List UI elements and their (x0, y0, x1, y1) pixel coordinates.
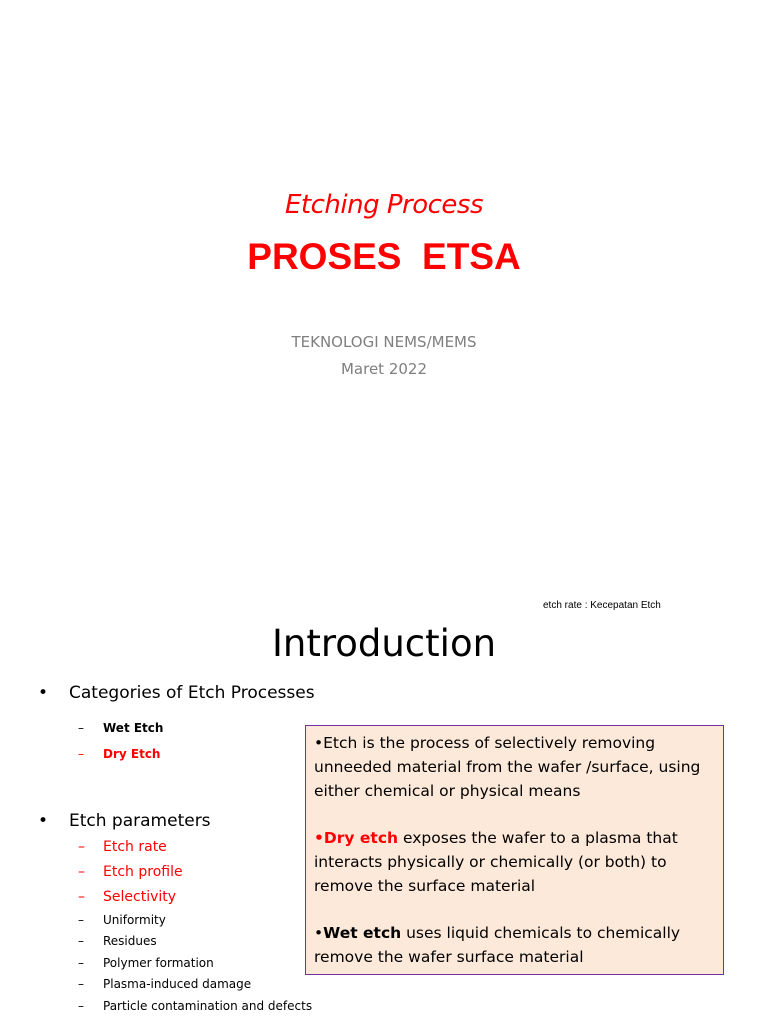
definition-wet-etch (314, 921, 715, 969)
definition-etch (314, 731, 715, 803)
slide-title-english: Etching Process (284, 190, 484, 220)
sub-item-selectivity (78, 889, 176, 905)
dash: – (78, 913, 84, 927)
sub-item-label: Etch profile (103, 864, 183, 880)
sub-item-label: Residues (103, 934, 157, 948)
dash: – (78, 956, 84, 970)
slide-introduction (0, 576, 768, 1024)
sub-item-label: Wet Etch (103, 721, 164, 735)
sub-item-particle-contamination (78, 999, 312, 1013)
sub-item-dry-etch (78, 747, 160, 761)
sub-item-uniformity (78, 913, 166, 927)
sub-item-wet-etch (78, 721, 163, 735)
dash: – (78, 977, 84, 991)
dash: – (78, 999, 84, 1013)
sub-item-label: Uniformity (103, 913, 166, 927)
bullet-label: Etch parameters (69, 811, 211, 831)
sub-item-label: Etch rate (103, 839, 167, 855)
sub-item-label: Selectivity (103, 889, 177, 905)
sub-item-label: Polymer formation (103, 956, 214, 970)
sub-item-etch-rate (78, 839, 167, 855)
definition-term: •Etch (314, 734, 358, 752)
definition-text: is the process of selectively removing unneeded material from the wafer /surface, using either chemical or physical means (314, 734, 701, 800)
definition-bullet: • (314, 924, 324, 942)
definition-text: uses liquid chemicals to chemically remove the wafer surface material (314, 924, 681, 966)
sub-item-polymer-formation (78, 956, 214, 970)
date-label: Maret 2022 (340, 360, 428, 378)
slide-title-indonesian: PROSES ETSA (247, 236, 521, 277)
sub-item-etch-profile (78, 864, 183, 880)
bullet-dot: • (38, 811, 49, 831)
course-name: TEKNOLOGI NEMS/MEMS (291, 333, 477, 351)
sub-item-residues (78, 934, 157, 948)
sub-item-label: Dry Etch (103, 747, 161, 761)
dash: – (78, 747, 84, 761)
definition-term: •Dry etch (314, 829, 399, 847)
dash: – (78, 839, 85, 855)
bullet-categories (38, 683, 315, 703)
sub-item-label: Particle contamination and defects (103, 999, 313, 1013)
etch-rate-note: etch rate : Kecepatan Etch (543, 600, 661, 611)
dash: – (78, 721, 84, 735)
sub-item-label: Plasma-induced damage (103, 977, 252, 991)
bullet-label: Categories of Etch Processes (69, 683, 315, 703)
introduction-title: Introduction (271, 622, 497, 665)
bullet-etch-parameters (38, 811, 211, 831)
bullet-dot: • (38, 683, 49, 703)
dash: – (78, 889, 85, 905)
dash: – (78, 934, 84, 948)
definition-box (305, 725, 724, 975)
dash: – (78, 864, 85, 880)
sub-item-plasma-damage (78, 977, 251, 991)
definition-term: Wet etch (323, 924, 402, 942)
definition-text: exposes the wafer to a plasma that interacts physically or chemically (or both) to remove the surface material (314, 829, 678, 895)
definition-dry-etch (314, 826, 715, 898)
